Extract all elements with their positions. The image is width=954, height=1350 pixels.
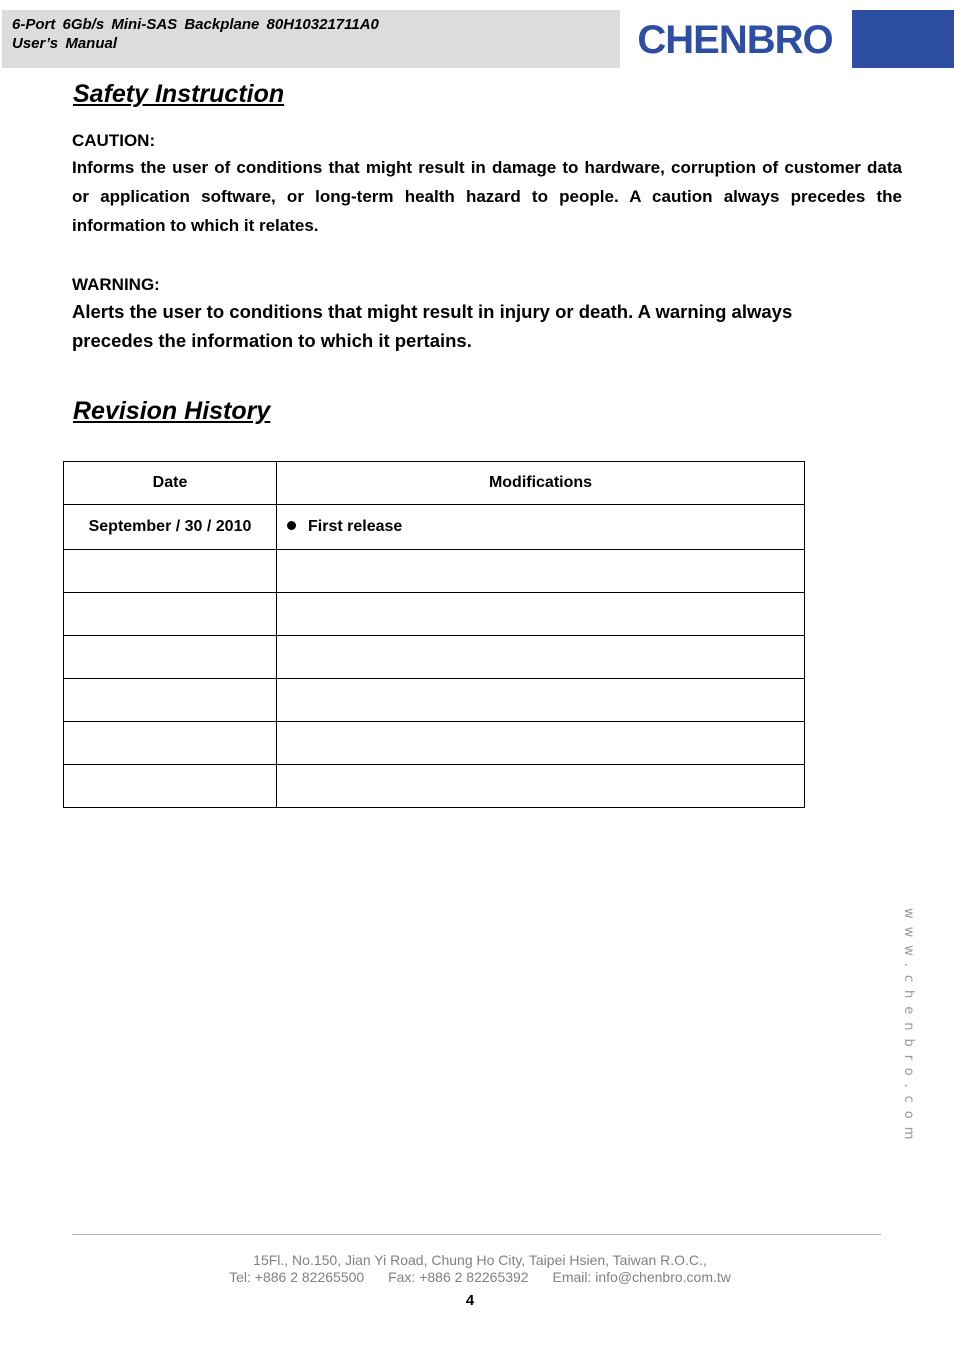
warning-text: [72, 297, 902, 355]
document-subtitle: User’s Manual: [12, 35, 117, 52]
footer-contact: [0, 1269, 954, 1285]
revision-table: [63, 461, 805, 808]
table-header-row: [64, 462, 805, 505]
empty-cell: [64, 679, 277, 722]
bullet-icon: [287, 521, 296, 530]
footer-address: 15Fl., No.150, Jian Yi Road, Chung Ho City, Taipei Hsien, Taiwan R.O.C.,: [253, 1252, 707, 1268]
footer-divider: [72, 1234, 881, 1235]
date-header: Date: [64, 462, 277, 505]
empty-cell: [64, 722, 277, 765]
footer-tel: Tel: +886 2 82265500: [229, 1269, 365, 1285]
table-row: [64, 505, 805, 550]
table-row-empty: [64, 593, 805, 636]
empty-cell: [277, 765, 805, 808]
warning-label: WARNING:: [72, 275, 160, 294]
document-title: 6-Port 6Gb/s Mini-SAS Backplane 80H10321711A0: [12, 16, 379, 33]
modification-text: First release: [308, 518, 403, 535]
caution-label: CAUTION:: [72, 131, 156, 150]
side-website-url: www.chenbro.com: [901, 908, 916, 1148]
caution-text: Informs the user of conditions that might result in damage to hardware, corruption of customer data or application software, or long-term health hazard to people. A caution always precedes the information to which it relates.: [72, 158, 902, 235]
empty-cell: [277, 550, 805, 593]
revision-modification: [277, 505, 805, 550]
empty-cell: [277, 679, 805, 722]
empty-cell: [277, 722, 805, 765]
chenbro-logo-icon: [632, 17, 838, 61]
brand-color-block: [852, 10, 954, 68]
logo-wordmark: CHENBRO: [637, 18, 833, 61]
revision-title: Revision History: [73, 397, 271, 425]
table-row-empty: [64, 679, 805, 722]
modifications-header: Modifications: [277, 462, 805, 505]
table-row-empty: [64, 722, 805, 765]
footer-fax: Fax: +886 2 82265392: [388, 1269, 529, 1285]
warning-line-1: Alerts the user to conditions that might result in injury or death. A warning always: [72, 301, 793, 322]
chenbro-logo: [628, 10, 842, 68]
warning-line-2: precedes the information to which it pertains.: [72, 330, 472, 351]
empty-cell: [277, 593, 805, 636]
empty-cell: [64, 765, 277, 808]
revision-date: September / 30 / 2010: [64, 505, 277, 550]
table-row-empty: [64, 636, 805, 679]
empty-cell: [64, 636, 277, 679]
header-bar: [2, 10, 620, 68]
empty-cell: [277, 636, 805, 679]
footer-email: Email: info@chenbro.com.tw: [552, 1269, 731, 1285]
safety-title: Safety Instruction: [73, 80, 285, 108]
empty-cell: [64, 593, 277, 636]
table-row-empty: [64, 550, 805, 593]
table-row-empty: [64, 765, 805, 808]
page-number: 4: [465, 1292, 475, 1309]
empty-cell: [64, 550, 277, 593]
